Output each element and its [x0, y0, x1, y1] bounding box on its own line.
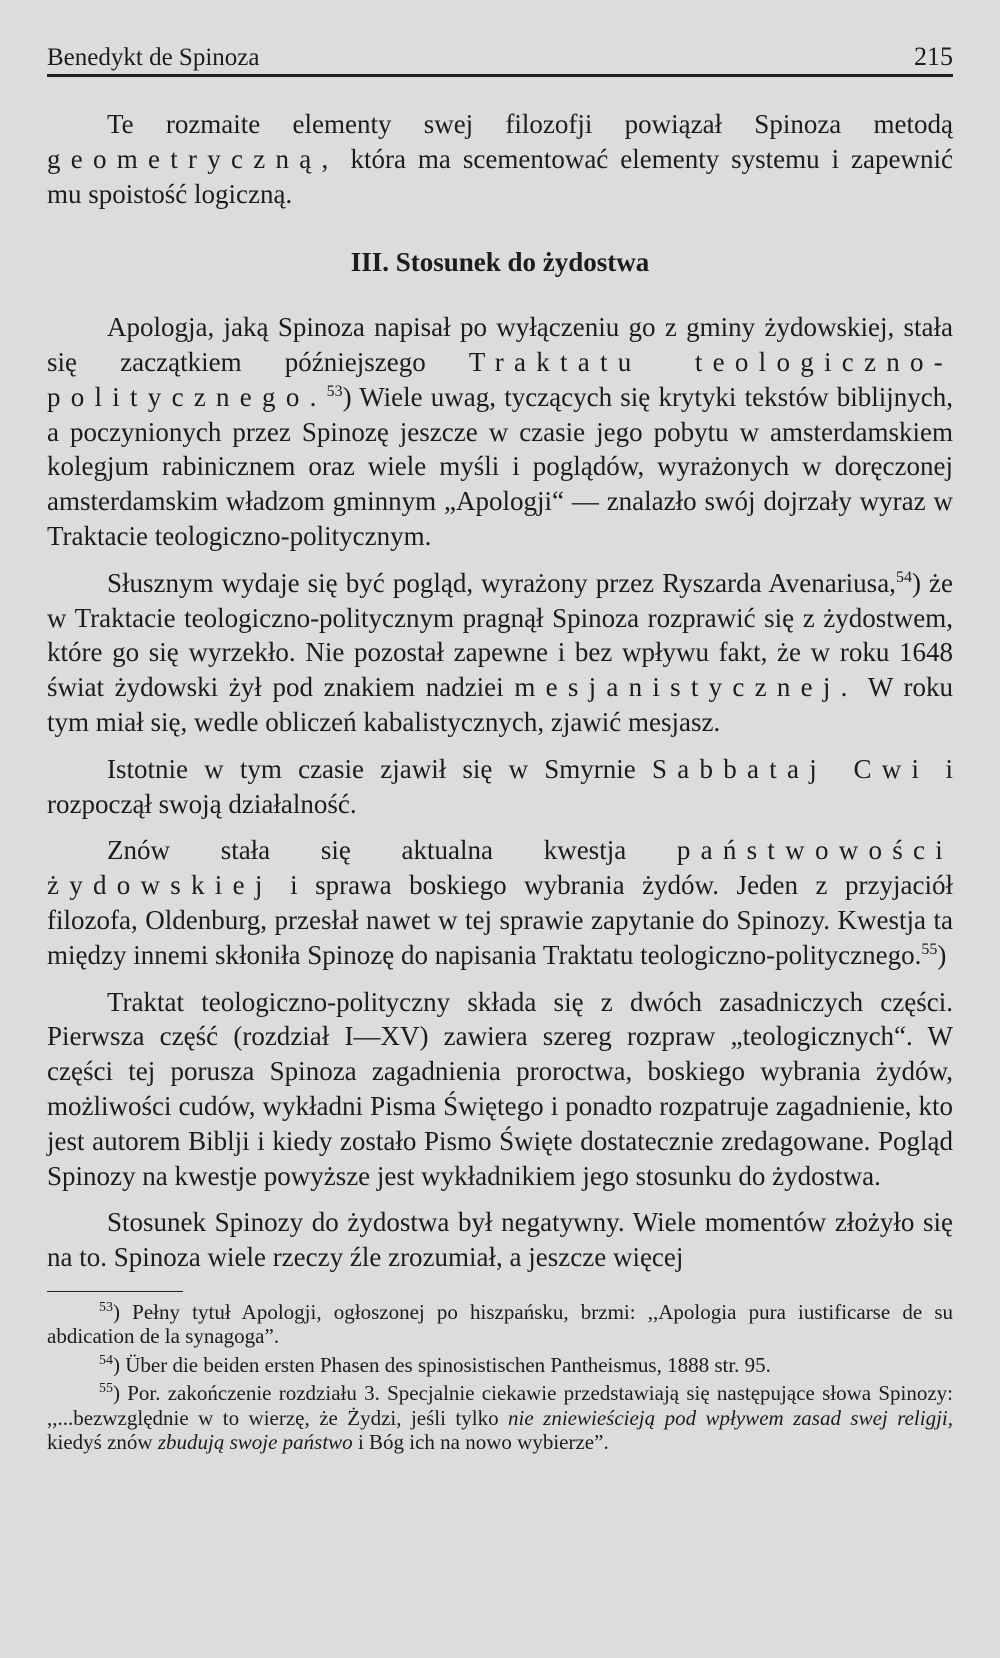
- footnote-text: i Bóg ich na nowo wybierze”.: [352, 1430, 609, 1455]
- text-run: Apologja, jaką Spinoza napisał po wyłączeniu go z gminy żydowskiej, stała się zaczątkiem późniejszego: [47, 312, 953, 377]
- text-run: ) że w Traktacie teologiczno-politycznym pragnął Spinoza rozprawić się z żydostwem, które go się wyrzekło. Nie pozostał zapewne i bez wpływu fakt, że w roku 1648 świat żydowski żył pod znakiem nadziei: [47, 567, 953, 703]
- spaced-emphasis: Traktatu teologiczno-politycznego.: [47, 346, 953, 412]
- section-heading: III. Stosunek do żydostwa: [350, 247, 650, 278]
- footnote: [47, 1381, 953, 1455]
- footnote-text: ) Por. zakończenie rozdziału 3. Specjalnie ciekawie przedstawiają się następujące słowa Spinozy: ,,...bezwzględnie w to wierzę, że Żydzi, jeśli tylko: [47, 1381, 953, 1430]
- paragraph: Traktat teologiczno-polityczny składa się z dwóch zasadniczych części. Pierwsza część (rozdział I—XV) zawiera szereg rozpraw „teologicznych“. W części tej porusza Spinoza zagadnienia proroctwa, boskiego wybrania żydów, możliwości cudów, wykładni Pisma Świętego i ponadto rozpatruje zagadnienie, kto jest autorem Biblji i kiedy zostało Pismo Święte dostatecznie zredagowane. Pogląd Spinozy na kwestje powyższe jest wykładnikiem jego stosunku do żydostwa.: [47, 986, 953, 1191]
- paragraph: [47, 833, 953, 972]
- footnote-ref: 53: [326, 382, 343, 400]
- spaced-emphasis: państwowości żydowskiej: [47, 835, 953, 901]
- footnote-number: 54: [99, 1352, 113, 1368]
- paragraph: [47, 752, 953, 822]
- paragraph: [47, 566, 953, 740]
- text-run: W roku tym miał się, wedle obliczeń kabalistycznych, zjawić mesjasz.: [47, 672, 953, 737]
- footnote-ref: 54: [895, 568, 912, 586]
- footnotes: [47, 1300, 953, 1455]
- footnote-number: 55: [99, 1381, 113, 1397]
- spaced-emphasis: mesjanistycznej.: [514, 672, 858, 703]
- paragraph: [47, 310, 953, 554]
- paragraph: [47, 107, 953, 211]
- footnote-italic: nie zniewieścieją pod wpływem zasad swej religji,: [508, 1405, 954, 1430]
- page-number: 215: [914, 42, 953, 71]
- footnote-rule: [47, 1291, 183, 1292]
- text-run: Te rozmaite elementy swej filozofji powiązał Spinoza metodą: [107, 109, 953, 139]
- text-run: ): [937, 939, 947, 970]
- footnote-italic: zbudują swoje państwo: [157, 1430, 353, 1455]
- text-run: ) Wiele uwag, tyczących się krytyki tekstów biblijnych, a poczynionych przez Spinozę jeszcze w czasie jego pobytu w amsterdamskiem kolegjum rabinicznem oraz wiele myśli i poglądów, wyrażonych w doręczonej amsterdamskim władzom gminnym „Apologji“ — znalazło swój dojrzały wyraz w Traktacie teologiczno-politycznym.: [47, 381, 953, 551]
- spaced-emphasis: Sabbataj Cwi: [651, 753, 930, 784]
- header-rule: [47, 74, 953, 77]
- footnote-text: ) Pełny tytuł Apologji, ogłoszonej po hiszpańsku, brzmi: ,,Apologia pura iustificarse de su abdication de la synagoga”.: [47, 1299, 953, 1349]
- text-run: Słusznym wydaje się być pogląd, wyrażony przez Ryszarda Avenariusa,: [107, 567, 896, 598]
- text-run: Znów stała się aktualna kwestja: [107, 835, 677, 866]
- spaced-emphasis: geometryczną,: [47, 143, 339, 174]
- text-run: i rozpoczął swoją działalność.: [47, 753, 953, 819]
- text-run: Istotnie w tym czasie zjawił się w Smyrnie: [107, 753, 652, 784]
- footnote-text: kiedyś znów: [47, 1430, 158, 1455]
- body-text: [47, 107, 953, 1275]
- footnote-text: ) Über die beiden ersten Phasen des spinosistischen Pantheismus, 1888 str. 95.: [113, 1352, 771, 1377]
- footnote: [47, 1300, 953, 1349]
- paragraph: Stosunek Spinozy do żydostwa był negatywny. Wiele momentów złożyło się na to. Spinoza wiele rzeczy źle zrozumiał, a jeszcze więcej: [47, 1207, 953, 1273]
- text-run: która ma scementować elementy systemu i zapewnić mu spoistość logiczną.: [47, 143, 953, 209]
- book-page: [47, 36, 953, 1459]
- footnote-ref: 55: [921, 940, 938, 958]
- footnote: [47, 1353, 953, 1378]
- running-title: Benedykt de Spinoza: [47, 44, 260, 71]
- text-run: i sprawa boskiego wybrania żydów. Jeden z przyjaciół filozofa, Oldenburg, przesłał nawet w tej sprawie zapytanie do Spinozy. Kwestja ta między innemi skłoniła Spinozę do napisania Traktatu teologiczno-politycznego.: [47, 870, 953, 970]
- running-head: [47, 36, 953, 72]
- footnote-number: 53: [99, 1299, 113, 1315]
